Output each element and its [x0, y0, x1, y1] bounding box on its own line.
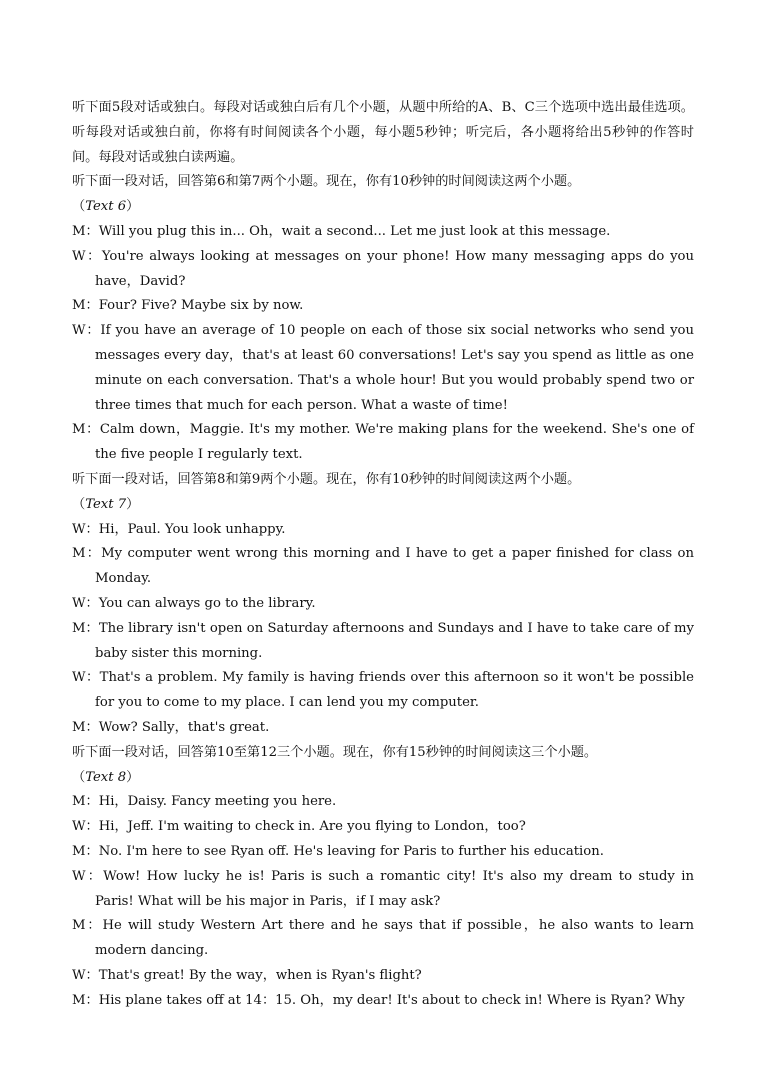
speaker-label: W： — [72, 670, 100, 686]
dialogue-line — [72, 666, 694, 716]
speaker-label: W： — [72, 323, 101, 339]
dialogue-line — [72, 542, 694, 592]
text-label-name: Text 7 — [85, 496, 127, 512]
dialogue-text: You're always looking at messages on your phone! How many messaging apps do you have，David? — [95, 248, 694, 289]
speaker-label: W： — [72, 595, 99, 611]
text-label — [72, 493, 694, 518]
speaker-label: M： — [72, 422, 100, 438]
dialogue-line — [72, 617, 694, 667]
speaker-label: W： — [72, 248, 102, 264]
dialogue-line — [72, 790, 694, 815]
dialogue-text: The library isn't open on Saturday afternoons and Sundays and I have to take care of my baby sister this morning. — [95, 620, 694, 661]
speaker-label: M： — [72, 843, 99, 859]
dialogue-line — [72, 989, 694, 1014]
dialogue-text: No. I'm here to see Ryan off. He's leaving for Paris to further his education. — [98, 843, 604, 859]
dialogue-line — [72, 840, 694, 865]
speaker-label: M： — [72, 546, 102, 562]
dialogue-line — [72, 418, 694, 468]
dialogue-text: Wow? Sally，that's great. — [98, 719, 270, 735]
dialogue-text: He will study Western Art there and he says that if possible，he also wants to learn modern dancing. — [95, 918, 694, 959]
speaker-label: M： — [72, 298, 99, 314]
dialogue-text: Hi，Daisy. Fancy meeting you here. — [98, 794, 337, 810]
speaker-label: M： — [72, 620, 99, 636]
text-label-close: ） — [126, 199, 140, 215]
intro-paragraph: 听下面5段对话或独白。每段对话或独白后有几个小题，从题中所给的A、B、C三个选项中选出最佳选项。听每段对话或独白前，你将有时间阅读各个小题，每小题5秒钟；听完后，各小题将给出5秒钟的作答时间。每段对话或独白读两遍。 — [72, 100, 694, 165]
dialogue-text: His plane takes off at 14：15. Oh，my dear! It's about to check in! Where is Ryan? Why — [98, 992, 685, 1008]
dialogue-line — [72, 592, 694, 617]
speaker-label: W： — [72, 967, 99, 983]
dialogue-text: You can always go to the library. — [98, 595, 316, 611]
speaker-label: M： — [72, 223, 99, 239]
dialogue-line — [72, 245, 694, 295]
speaker-label: M： — [72, 992, 99, 1008]
dialogue-sections — [72, 170, 694, 1013]
text-label-open: （ — [72, 769, 86, 785]
dialogue-text: Will you plug this in... Oh，wait a second... Let me just look at this message. — [98, 223, 611, 239]
speaker-label: M： — [72, 794, 99, 810]
dialogue-line — [72, 319, 694, 418]
text-label — [72, 766, 694, 791]
text-label-name: Text 8 — [85, 769, 127, 785]
section-instruction: 听下面一段对话，回答第8和第9两个小题。现在，你有10秒钟的时间阅读这两个小题。 — [72, 471, 581, 487]
dialogue-line — [72, 815, 694, 840]
speaker-label: M： — [72, 719, 99, 735]
speaker-label: W： — [72, 819, 99, 835]
text-label-close: ） — [126, 769, 140, 785]
dialogue-line — [72, 964, 694, 989]
section-instruction: 听下面一段对话，回答第10至第12三个小题。现在，你有15秒钟的时间阅读这三个小题。 — [72, 744, 598, 760]
text-label-name: Text 6 — [85, 199, 127, 215]
dialogue-line — [72, 716, 694, 741]
dialogue-line — [72, 914, 694, 964]
section-instruction: 听下面一段对话，回答第6和第7两个小题。现在，你有10秒钟的时间阅读这两个小题。 — [72, 174, 581, 190]
text-label — [72, 195, 694, 220]
dialogue-text: That's a problem. My family is having friends over this afternoon so it won't be possible for you to come to my place. I can lend you my computer. — [95, 670, 694, 711]
text-label-open: （ — [72, 199, 86, 215]
dialogue-text: My computer went wrong this morning and I have to get a paper finished for class on Monday. — [95, 546, 694, 587]
text-label-open: （ — [72, 496, 86, 512]
dialogue-text: Hi，Paul. You look unhappy. — [98, 521, 286, 537]
speaker-label: W： — [72, 868, 104, 884]
dialogue-line — [72, 294, 694, 319]
speaker-label: W： — [72, 521, 99, 537]
dialogue-text: Wow! How lucky he is! Paris is such a romantic city! It's also my dream to study in Paris! What will be his major in Paris，if I may ask? — [95, 868, 694, 909]
dialogue-text: Four? Five? Maybe six by now. — [98, 298, 304, 314]
dialogue-text: Calm down，Maggie. It's my mother. We're making plans for the weekend. She's one of the five people I regularly text. — [95, 422, 694, 463]
text-label-close: ） — [126, 496, 140, 512]
dialogue-text: That's great! By the way，when is Ryan's flight? — [98, 967, 422, 983]
dialogue-line — [72, 865, 694, 915]
speaker-label: M： — [72, 918, 103, 934]
dialogue-line — [72, 220, 694, 245]
dialogue-line — [72, 518, 694, 543]
dialogue-text: Hi，Jeff. I'm waiting to check in. Are you flying to London，too? — [98, 819, 526, 835]
dialogue-text: If you have an average of 10 people on each of those six social networks who send you messages every day，that's at least 60 conversations! Let's say you spend as little as one minute on each conversation. That's a whole hour! But you would probably spend two or three times that much for each person. What a waste of time! — [95, 323, 694, 413]
